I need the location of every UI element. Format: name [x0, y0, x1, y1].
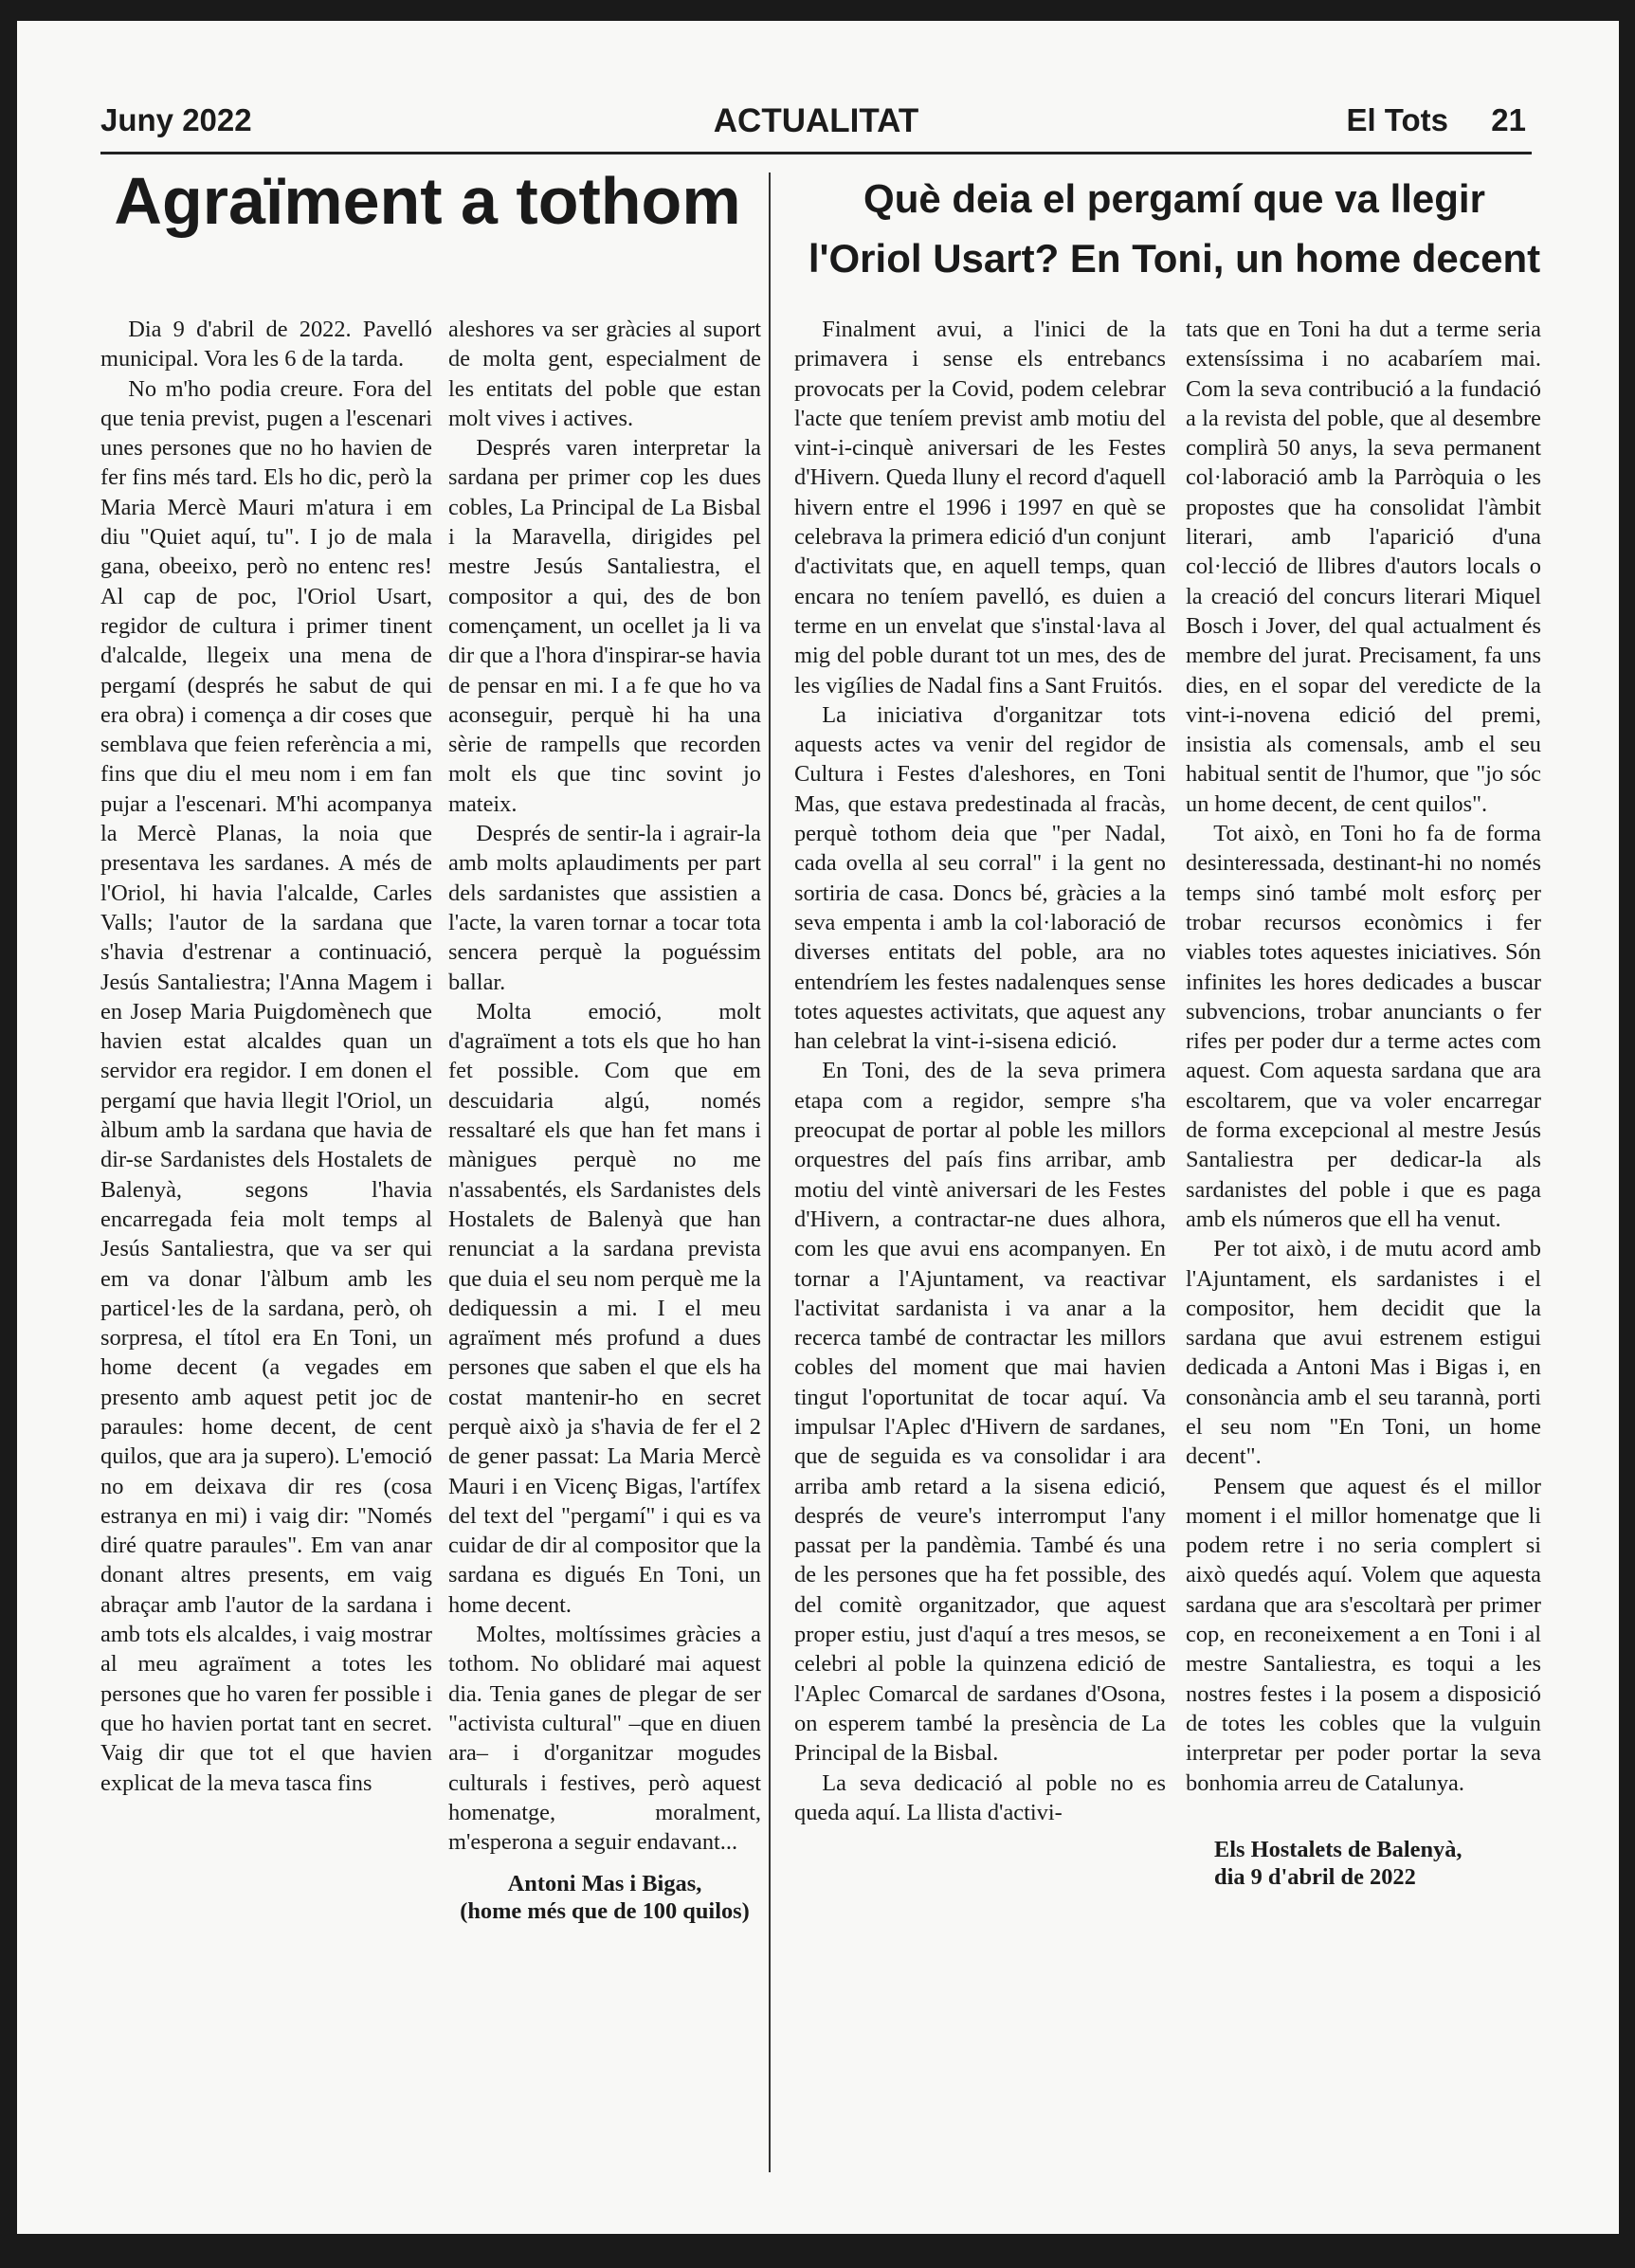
paragraph: Pensem que aquest és el millor moment i el millor homenatge que li podem retre i no seria complert si això quedés aquí. Volem que aquesta sardana que ara s'escoltarà per primer cop, en reconeixement a en Toni i al mestre Santaliestra, es toqui a les nostres festes i la posem a disposició de totes les cobles que la vulguin interpretar per poder portar la seva bonhomia arreu de Catalunya. [1186, 1473, 1541, 1796]
paragraph: aleshores va ser gràcies al suport de molta gent, especialment de les entitats del poble que estan molt vives i actives. [448, 317, 761, 431]
magazine-page [17, 21, 1619, 2234]
paragraph: Molta emoció, molt d'agraïment a tots els que ho han fet possible. Com que em descuidaria algú, només ressaltaré els que han fet mans i mànigues perquè no me n'assabentés, els Sardanistes dels Hostalets de Balenyà que han renunciat a la sardana prevista que duia el seu nom perquè me la dediquessin a mi. I el meu agraïment més profund a dues persones que saben el que els ha costat mantenir-ho en secret perquè això ja s'havia de fer el 2 de gener passat: La Maria Mercè Mauri i en Vicenç Bigas, l'artífex del text del "pergamí" i qui es va cuidar de dir al compositor que la sardana es digués En Toni, un home decent. [448, 998, 761, 1618]
paragraph: No m'ho podia creure. Fora del que tenia previst, pugen a l'escenari unes persones que no ho havien de fer fins més tard. Els ho dic, però la Maria Mercè Mauri m'atura i em diu "Quiet aquí, tu". I jo de mala gana, obeeixo, però no entenc res! Al cap de poc, l'Oriol Usart, regidor de cultura i primer tinent d'alcalde, llegeix una mena de pergamí (després he sabut de qui era obra) i comença a dir coses que semblava que feien referència a mi, fins que diu el meu nom i em fan pujar a l'escenari. M'hi acompanya la Mercè Planas, la noia que presentava les sardanes. A més de l'Oriol, hi havia l'alcalde, Carles Valls; l'autor de la sardana que s'havia d'estrenar a continuació, Jesús Santaliestra; l'Anna Magem i en Josep Maria Puigdomènech que havien estat alcaldes quan un servidor era regidor. I em donen el pergamí que havia llegit l'Oriol, un àlbum amb la sardana que havia de dir-se Sardanistes dels Hostalets de Balenyà, segons l'havia encarregada feia molt temps al Jesús Santaliestra, que va ser qui em va donar l'àlbum amb les particel·les de la sardana, però, oh sorpresa, el títol era En Toni, un home decent (a vegades em presento amb aquest petit joc de paraules: home decent, de cent quilos, que ara ja supero). L'emoció no em deixava dir res (cosa estranya en mi) i vaig dir: "Només diré quatre paraules". Em van anar donant altres presents, em vaig abraçar amb l'autor de la sardana i amb tots els alcaldes, i vaig mostrar al meu agraïment a totes les persones que ho varen fer possible i que ho havien portat tant en secret. Vaig dir que tot el que havien explicat de la meva tasca fins [100, 375, 432, 1796]
paragraph: En Toni, des de la seva primera etapa com a regidor, sempre s'ha preocupat de portar al poble les millors orquestres del país fins arribar, amb motiu del vintè aniversari de les Festes d'Hivern, a contractar-ne dues alhora, com les que avui ens acompanyen. En tornar a l'Ajuntament, va reactivar l'activitat sardanista i va anar a la recerca també de contractar les millors cobles del moment que mai havien tingut l'oportunitat de tocar aquí. Va impulsar l'Aplec d'Hivern de sardanes, que de seguida es va consolidar i ara arriba amb retard a la sisena edició, després de veure's interromput l'any passat per la pandèmia. També és una de les persones que ha fet possible, des del comitè organitzador, que aquest proper estiu, just d'aquí a tres mesos, se celebri al poble la quinzena edició de l'Aplec Comarcal de sardanes d'Osona, on esperem també la presència de La Principal de la Bisbal. [794, 1058, 1166, 1767]
page-header [100, 95, 1532, 154]
column-divider [769, 172, 771, 2172]
issue-date: Juny 2022 [100, 102, 252, 137]
article2-signature [1186, 1836, 1541, 1891]
article2-column-2 [1186, 315, 1541, 2163]
paragraph: Finalment avui, a l'inici de la primavera i sense els entrebancs provocats per la Covid, podem celebrar l'acte que teníem previst amb motiu del vint-i-cinquè aniversari de les Festes d'Hivern. Queda lluny el record d'aquell hivern entre el 1996 i 1997 en què se celebrava la primera edició d'un conjunt d'activitats que, en aquell temps, quan encara no teníem pavelló, es duien a terme en un envelat que s'instal·lava al mig del poble durant tot un mes, des de les vigílies de Nadal fins a Sant Fruitós. [794, 317, 1166, 699]
paragraph: La seva dedicació al poble no es queda aquí. La llista d'activi- [794, 1769, 1166, 1825]
signature-name: Antoni Mas i Bigas, [507, 1871, 702, 1897]
signature-date: dia 9 d'abril de 2022 [1214, 1863, 1416, 1890]
paragraph: tats que en Toni ha dut a terme seria extensíssima i no acabaríem mai. Com la seva contribució a la fundació a la revista del poble, que al desembre complirà 50 anys, la seva permanent col·laboració amb la Parròquia o les propostes que ha consolidat l'àmbit literari, amb l'aparició d'una col·lecció de llibres d'autors locals o la creació del concurs literari Miquel Bosch i Jover, del qual actualment és membre del jurat. Precisament, fa uns dies, en el sopar del veredicte de la vint-i-novena edició del premi, insistia als comensals, amb el seu habitual sentit de l'humor, que "jo sóc un home decent, de cent quilos". [1186, 317, 1541, 817]
publication-name: El Tots [1346, 102, 1448, 137]
section-title: ACTUALITAT [713, 102, 919, 139]
page-number: 21 [1491, 102, 1526, 137]
paragraph: Moltes, moltíssimes gràcies a tothom. No oblidaré mai aquest dia. Tenia ganes de plegar de ser "activista cultural" –que en diuen ara– i d'organitzar mogudes culturals i festives, però aquest homenatge, moralment, m'esperona a seguir endavant... [448, 1622, 761, 1856]
paragraph: Després de sentir-la i agrair-la amb molts aplaudiments per part dels sardanistes que assistien a l'acte, la varen tornar a tocar tota sencera perquè la poguéssim ballar. [448, 821, 761, 995]
signature-place: Els Hostalets de Balenyà, [1214, 1836, 1462, 1862]
signature-note: (home més que de 100 quilos) [460, 1898, 750, 1925]
article2-title-line1: Què deia el pergamí que va llegir [863, 176, 1485, 221]
paragraph: Després varen interpretar la sardana per primer cop les dues cobles, La Principal de La Bisbal i la Maravella, dirigides pel mestre Jesús Santaliestra, el compositor a qui, des de bon començament, un ocellet ja li va dir que a l'hora d'inspirar-se havia de pensar en mi. I a fe que ho va aconseguir, perquè hi ha una sèrie de rampells que recorden molt els que tinc sovint jo mateix. [448, 435, 761, 817]
paragraph: Per tot això, i de mutu acord amb l'Ajuntament, els sardanistes i el compositor, hem decidit que la sardana que avui estrenem estigui dedicada a Antoni Mas i Bigas i, en consonància amb el seu tarannà, porti el seu nom "En Toni, un home decent". [1186, 1236, 1541, 1470]
article1-column-1 [100, 315, 432, 2163]
article2-title [787, 169, 1562, 288]
article2-title-line2: l'Oriol Usart? En Toni, un home decent [808, 236, 1541, 281]
article1-title: Agraïment a tothom [114, 164, 741, 238]
paragraph: Tot això, en Toni ho fa de forma desinteressada, destinant-hi no només temps sinó també molt esforç per trobar recursos econòmics i fer viables totes aquestes iniciatives. Són infinites les hores dedicades a buscar subvencions, trobar anunciants o fer rifes per poder dur a terme actes com aquest. Com aquesta sardana que ara escoltarem, que va voler encarregar de forma excepcional al mestre Jesús Santaliestra per dedicar-la als sardanistes del poble i que es paga amb els números que ell ha venut. [1186, 821, 1541, 1232]
article1-signature [448, 1870, 761, 1925]
article2-column-1 [794, 315, 1166, 2163]
paragraph: La iniciativa d'organitzar tots aquests actes va venir del regidor de Cultura i Festes d'aleshores, en Toni Mas, que estava predestinada al fracàs, perquè tothom deia que "per Nadal, cada ovella al seu corral" i la gent no sortiria de casa. Doncs bé, gràcies a la seva empenta i amb la col·laboració de diverses entitats del poble, ara no entendríem les festes nadalenques sense totes aquestes activitats, que aquest any han celebrat la vint-i-sisena edició. [794, 701, 1166, 1055]
article1-column-2 [448, 315, 761, 2163]
paragraph: Dia 9 d'abril de 2022. Pavelló municipal. Vora les 6 de la tarda. [100, 317, 432, 372]
